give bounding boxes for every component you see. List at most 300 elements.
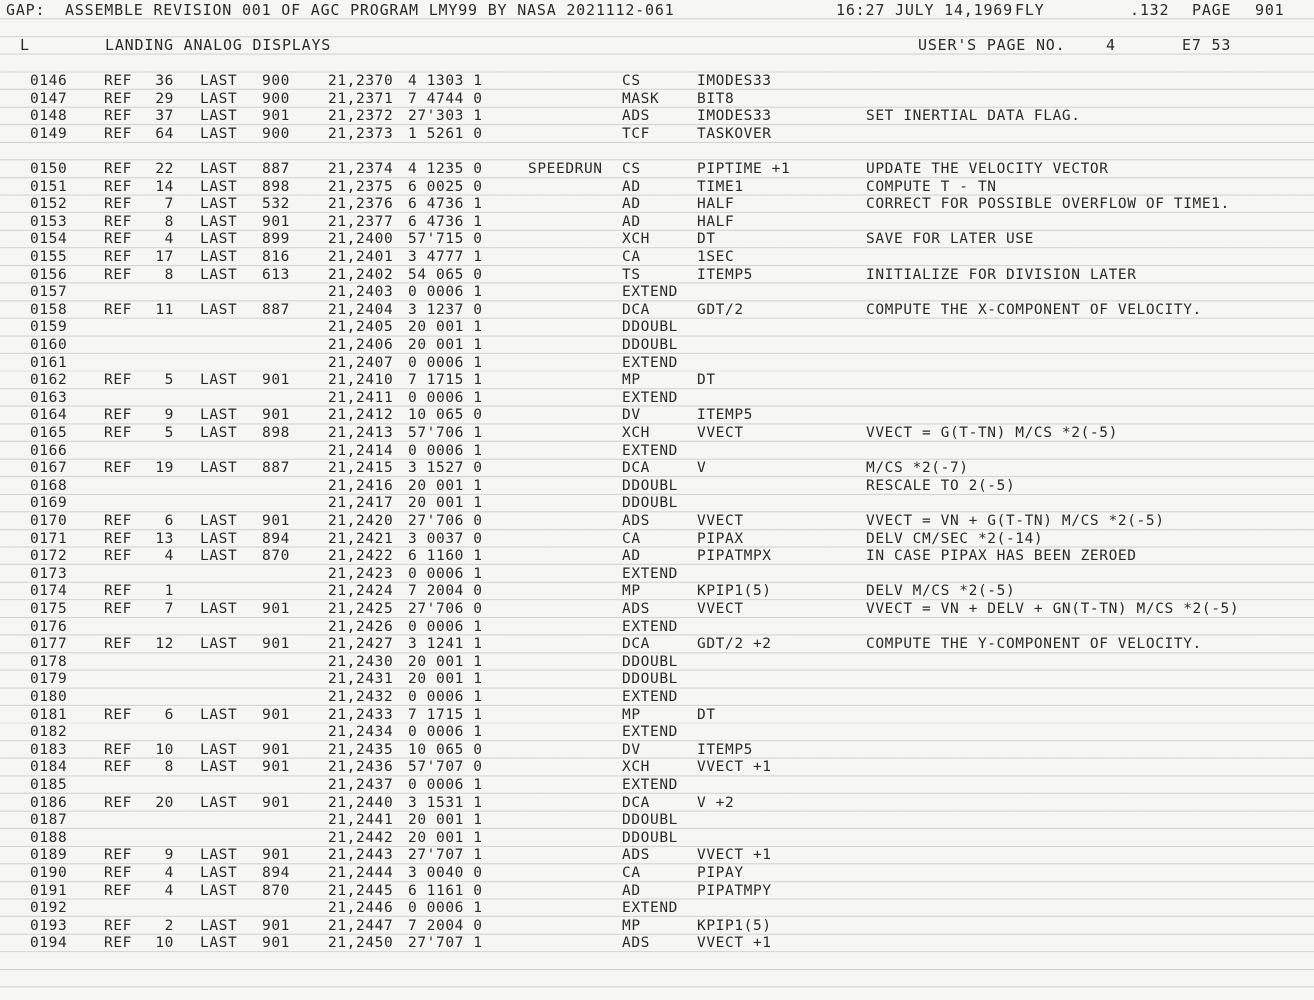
octal-word: 27'706 0 — [408, 513, 483, 529]
address: 21,2400 — [328, 231, 394, 248]
opcode: XCH — [622, 425, 650, 441]
line-number: 0193 — [30, 917, 68, 934]
opcode: MP — [622, 372, 641, 389]
ref-keyword: REF — [104, 917, 132, 934]
last-keyword: LAST — [200, 266, 238, 283]
line-number: 0152 — [30, 196, 68, 213]
line-number: 0149 — [30, 125, 68, 142]
ref-count: 36 — [155, 73, 174, 89]
last-page: 816 — [262, 249, 290, 265]
octal-word: 20 001 1 — [408, 671, 483, 688]
line-number: 0171 — [30, 530, 68, 547]
last-keyword: LAST — [200, 935, 238, 952]
address: 21,2372 — [328, 108, 394, 125]
address: 21,2435 — [328, 741, 394, 758]
ref-keyword: REF — [104, 231, 132, 248]
program-line: GAP: ASSEMBLE REVISION 001 OF AGC PROGRAM LMY99 BY NASA 2021112-061 — [6, 1, 675, 19]
line-number: 0146 — [30, 73, 68, 89]
last-keyword: LAST — [200, 706, 238, 723]
address: 21,2437 — [328, 777, 394, 793]
subheader-row — [0, 36, 1232, 54]
operand: PIPTIME +1 — [697, 161, 791, 177]
ref-keyword: REF — [104, 636, 132, 653]
address: 21,2407 — [328, 354, 394, 371]
comment: SET INERTIAL DATA FLAG. — [866, 108, 1081, 125]
ref-count: 8 — [164, 213, 174, 230]
octal-word: 3 1241 1 — [408, 636, 483, 653]
last-page: 894 — [262, 530, 290, 547]
operand: DT — [697, 372, 716, 389]
comment: VVECT = VN + DELV + GN(T-TN) M/CS *2(-5) — [866, 601, 1240, 617]
opcode: DDOUBL — [622, 812, 678, 829]
last-page: 898 — [262, 178, 290, 195]
last-page: 901 — [262, 759, 290, 776]
opcode: AD — [622, 548, 641, 565]
line-number: 0185 — [30, 777, 68, 793]
ref-count: 9 — [164, 847, 174, 864]
octal-word: 0 0006 1 — [408, 284, 483, 301]
operand: KPIP1(5) — [697, 583, 772, 600]
comment: COMPUTE THE X-COMPONENT OF VELOCITY. — [866, 301, 1202, 318]
address: 21,2370 — [328, 73, 394, 89]
line-number: 0186 — [30, 794, 68, 811]
operand: TASKOVER — [697, 125, 772, 142]
opcode: CA — [622, 249, 641, 265]
last-page: 898 — [262, 425, 290, 441]
last-page: 901 — [262, 601, 290, 617]
opcode: DDOUBL — [622, 319, 678, 336]
last-page: 901 — [262, 917, 290, 934]
ref-count: 12 — [155, 636, 174, 653]
line-number: 0190 — [30, 865, 68, 881]
ref-keyword: REF — [104, 460, 132, 477]
last-page: 901 — [262, 935, 290, 952]
operand: GDT/2 — [697, 301, 744, 318]
opcode: DCA — [622, 301, 650, 318]
comment: DELV M/CS *2(-5) — [866, 583, 1016, 600]
octal-word: 6 4736 1 — [408, 196, 483, 213]
opcode: ADS — [622, 601, 650, 617]
line-number: 0159 — [30, 319, 68, 336]
opcode: DV — [622, 741, 641, 758]
octal-word: 3 0040 0 — [408, 865, 483, 881]
ref-count: 7 — [164, 601, 174, 617]
ref-count: 1 — [164, 583, 174, 600]
octal-word: 6 0025 0 — [408, 178, 483, 195]
operand: ITEMP5 — [697, 741, 753, 758]
operand: DT — [697, 706, 716, 723]
comment: VVECT = G(T-TN) M/CS *2(-5) — [866, 425, 1118, 441]
line-number: 0176 — [30, 618, 68, 635]
address: 21,2440 — [328, 794, 394, 811]
ref-keyword: REF — [104, 935, 132, 952]
line-number: 0174 — [30, 583, 68, 600]
address: 21,2443 — [328, 847, 394, 864]
ref-keyword: REF — [104, 741, 132, 758]
octal-word: 57'707 0 — [408, 759, 483, 776]
last-page: 901 — [262, 741, 290, 758]
octal-word: 3 0037 0 — [408, 530, 483, 547]
address: 21,2416 — [328, 477, 394, 494]
ref-count: 8 — [164, 266, 174, 283]
address: 21,2411 — [328, 389, 394, 406]
opcode: CA — [622, 865, 641, 881]
address: 21,2447 — [328, 917, 394, 934]
opcode: CS — [622, 161, 641, 177]
line-number: 0164 — [30, 407, 68, 424]
address: 21,2450 — [328, 935, 394, 952]
operand: KPIP1(5) — [697, 917, 772, 934]
opcode: DCA — [622, 636, 650, 653]
last-page: 901 — [262, 706, 290, 723]
address: 21,2412 — [328, 407, 394, 424]
opcode: EXTEND — [622, 389, 678, 406]
ref-count: 64 — [155, 125, 174, 142]
ref-count: 6 — [164, 706, 174, 723]
opcode: ADS — [622, 108, 650, 125]
ref-count: 4 — [164, 548, 174, 565]
opcode: DV — [622, 407, 641, 424]
operand: VVECT — [697, 513, 744, 529]
address: 21,2441 — [328, 812, 394, 829]
last-keyword: LAST — [200, 759, 238, 776]
code-value: .132 — [1130, 1, 1170, 19]
address: 21,2371 — [328, 90, 394, 107]
address: 21,2405 — [328, 319, 394, 336]
line-number: 0191 — [30, 882, 68, 899]
last-keyword: LAST — [200, 882, 238, 899]
line-number: 0151 — [30, 178, 68, 195]
address: 21,2404 — [328, 301, 394, 318]
last-keyword: LAST — [200, 301, 238, 318]
last-keyword: LAST — [200, 407, 238, 424]
line-number: 0165 — [30, 425, 68, 441]
users-page-number: 4 — [1106, 36, 1116, 54]
address: 21,2403 — [328, 284, 394, 301]
operand: PIPATMPX — [697, 548, 772, 565]
line-number: 0169 — [30, 495, 68, 512]
octal-word: 0 0006 1 — [408, 689, 483, 705]
ref-count: 5 — [164, 425, 174, 441]
address: 21,2373 — [328, 125, 394, 142]
last-keyword: LAST — [200, 601, 238, 617]
opcode: XCH — [622, 759, 650, 776]
last-keyword: LAST — [200, 530, 238, 547]
opcode: AD — [622, 178, 641, 195]
last-keyword: LAST — [200, 249, 238, 265]
octal-word: 7 1715 1 — [408, 706, 483, 723]
line-number: 0167 — [30, 460, 68, 477]
ref-keyword: REF — [104, 372, 132, 389]
ref-keyword: REF — [104, 847, 132, 864]
opcode: MP — [622, 583, 641, 600]
address: 21,2402 — [328, 266, 394, 283]
ref-keyword: REF — [104, 865, 132, 881]
address: 21,2436 — [328, 759, 394, 776]
last-page: 901 — [262, 407, 290, 424]
last-keyword: LAST — [200, 741, 238, 758]
last-page: 870 — [262, 548, 290, 565]
address: 21,2432 — [328, 689, 394, 705]
line-number: 0182 — [30, 724, 68, 741]
last-page: 901 — [262, 636, 290, 653]
address: 21,2401 — [328, 249, 394, 265]
address: 21,2415 — [328, 460, 394, 477]
line-number: 0194 — [30, 935, 68, 952]
address: 21,2406 — [328, 337, 394, 353]
section-title: LANDING ANALOG DISPLAYS — [105, 36, 332, 54]
octal-word: 20 001 1 — [408, 653, 483, 670]
octal-word: 7 2004 0 — [408, 583, 483, 600]
opcode: TCF — [622, 125, 650, 142]
ref-count: 11 — [155, 301, 174, 318]
opcode: DDOUBL — [622, 653, 678, 670]
octal-word: 7 1715 1 — [408, 372, 483, 389]
address: 21,2377 — [328, 213, 394, 230]
line-number: 0153 — [30, 213, 68, 230]
opcode: ADS — [622, 847, 650, 864]
opcode: DDOUBL — [622, 829, 678, 846]
last-keyword: LAST — [200, 425, 238, 441]
comment: UPDATE THE VELOCITY VECTOR — [866, 161, 1109, 177]
header-row — [0, 1, 1285, 19]
last-page: 532 — [262, 196, 290, 213]
opcode: AD — [622, 196, 641, 213]
last-page: 901 — [262, 372, 290, 389]
octal-word: 0 0006 1 — [408, 354, 483, 371]
last-keyword: LAST — [200, 865, 238, 881]
opcode: AD — [622, 882, 641, 899]
octal-word: 10 065 0 — [408, 407, 483, 424]
last-page: 901 — [262, 108, 290, 125]
comment: CORRECT FOR POSSIBLE OVERFLOW OF TIME1. — [866, 196, 1230, 213]
opcode: EXTEND — [622, 354, 678, 371]
address: 21,2433 — [328, 706, 394, 723]
opcode: EXTEND — [622, 689, 678, 705]
ref-keyword: REF — [104, 882, 132, 899]
comment: COMPUTE THE Y-COMPONENT OF VELOCITY. — [866, 636, 1202, 653]
octal-word: 0 0006 1 — [408, 389, 483, 406]
address: 21,2374 — [328, 161, 394, 177]
line-number: 0163 — [30, 389, 68, 406]
ref-count: 4 — [164, 882, 174, 899]
line-number: 0178 — [30, 653, 68, 670]
operand: VVECT — [697, 425, 744, 441]
line-number: 0180 — [30, 689, 68, 705]
last-keyword: LAST — [200, 108, 238, 125]
octal-word: 0 0006 1 — [408, 442, 483, 459]
ref-keyword: REF — [104, 530, 132, 547]
opcode: EXTEND — [622, 442, 678, 459]
ref-count: 19 — [155, 460, 174, 477]
ref-keyword: REF — [104, 178, 132, 195]
last-keyword: LAST — [200, 513, 238, 529]
octal-word: 10 065 0 — [408, 741, 483, 758]
last-keyword: LAST — [200, 794, 238, 811]
opcode: XCH — [622, 231, 650, 248]
operand: PIPAX — [697, 530, 744, 547]
line-number: 0150 — [30, 161, 68, 177]
address: 21,2420 — [328, 513, 394, 529]
ref-count: 4 — [164, 231, 174, 248]
address: 21,2425 — [328, 601, 394, 617]
line-number: 0161 — [30, 354, 68, 371]
octal-word: 4 1303 1 — [408, 73, 483, 89]
octal-word: 0 0006 1 — [408, 724, 483, 741]
line-number: 0189 — [30, 847, 68, 864]
last-keyword: LAST — [200, 90, 238, 107]
octal-word: 6 1160 1 — [408, 548, 483, 565]
label: SPEEDRUN — [528, 161, 603, 177]
octal-word: 27'706 0 — [408, 601, 483, 617]
opcode: DDOUBL — [622, 477, 678, 494]
last-page: 901 — [262, 847, 290, 864]
operand: ITEMP5 — [697, 266, 753, 283]
operand: TIME1 — [697, 178, 744, 195]
operand: HALF — [697, 196, 735, 213]
last-page: 613 — [262, 266, 290, 283]
opcode: ADS — [622, 935, 650, 952]
last-keyword: LAST — [200, 636, 238, 653]
octal-word: 54 065 0 — [408, 266, 483, 283]
ref-count: 4 — [164, 865, 174, 881]
comment: SAVE FOR LATER USE — [866, 231, 1034, 248]
users-page-label: USER'S PAGE NO. — [918, 36, 1066, 54]
octal-word: 3 1531 1 — [408, 794, 483, 811]
comment: COMPUTE T - TN — [866, 178, 997, 195]
comment: VVECT = VN + G(T-TN) M/CS *2(-5) — [866, 513, 1165, 529]
line-number: 0157 — [30, 284, 68, 301]
ref-count: 9 — [164, 407, 174, 424]
operand: HALF — [697, 213, 735, 230]
last-page: 901 — [262, 213, 290, 230]
opcode: MASK — [622, 90, 660, 107]
opcode: DCA — [622, 460, 650, 477]
octal-word: 27'707 1 — [408, 847, 483, 864]
operand: PIPATMPY — [697, 882, 772, 899]
operand: VVECT — [697, 601, 744, 617]
last-page: 887 — [262, 161, 290, 177]
last-page: 900 — [262, 90, 290, 107]
opcode: ADS — [622, 513, 650, 529]
address: 21,2430 — [328, 653, 394, 670]
line-number: 0172 — [30, 548, 68, 565]
comment: RESCALE TO 2(-5) — [866, 477, 1016, 494]
line-number: 0162 — [30, 372, 68, 389]
octal-word: 20 001 1 — [408, 477, 483, 494]
opcode: TS — [622, 266, 641, 283]
operand: VVECT +1 — [697, 847, 772, 864]
octal-word: 7 2004 0 — [408, 917, 483, 934]
operand: VVECT +1 — [697, 935, 772, 952]
ref-keyword: REF — [104, 407, 132, 424]
last-page: 901 — [262, 513, 290, 529]
octal-word: 0 0006 1 — [408, 618, 483, 635]
line-number: 0147 — [30, 90, 68, 107]
octal-word: 7 4744 0 — [408, 90, 483, 107]
ref-keyword: REF — [104, 73, 132, 89]
octal-word: 27'707 1 — [408, 935, 483, 952]
ref-count: 29 — [155, 90, 174, 107]
ref-keyword: REF — [104, 301, 132, 318]
ref-keyword: REF — [104, 425, 132, 441]
opcode: CA — [622, 530, 641, 547]
ref-keyword: REF — [104, 601, 132, 617]
address: 21,2431 — [328, 671, 394, 688]
address: 21,2375 — [328, 178, 394, 195]
line-number: 0183 — [30, 741, 68, 758]
line-number: 0166 — [30, 442, 68, 459]
address: 21,2423 — [328, 565, 394, 582]
opcode: EXTEND — [622, 565, 678, 582]
timestamp: 16:27 JULY 14,1969 — [836, 1, 1013, 19]
line-number: 0188 — [30, 829, 68, 846]
line-number: 0170 — [30, 513, 68, 529]
address: 21,2444 — [328, 865, 394, 881]
address: 21,2421 — [328, 530, 394, 547]
line-number: 0175 — [30, 601, 68, 617]
opcode: AD — [622, 213, 641, 230]
operand: VVECT +1 — [697, 759, 772, 776]
operand: 1SEC — [697, 249, 735, 265]
octal-word: 3 4777 1 — [408, 249, 483, 265]
page-label: PAGE — [1192, 1, 1232, 19]
line-number: 0187 — [30, 812, 68, 829]
ref-keyword: REF — [104, 90, 132, 107]
last-keyword: LAST — [200, 196, 238, 213]
line-number: 0158 — [30, 301, 68, 318]
ref-count: 10 — [155, 741, 174, 758]
last-page: 900 — [262, 125, 290, 142]
ref-count: 6 — [164, 513, 174, 529]
line-number: 0179 — [30, 671, 68, 688]
line-number: 0155 — [30, 249, 68, 265]
last-keyword: LAST — [200, 161, 238, 177]
address: 21,2410 — [328, 372, 394, 389]
ref-count: 10 — [155, 935, 174, 952]
comment: IN CASE PIPAX HAS BEEN ZEROED — [866, 548, 1137, 565]
fly-label: FLY — [1015, 1, 1045, 19]
ref-count: 22 — [155, 161, 174, 177]
ref-keyword: REF — [104, 794, 132, 811]
address: 21,2417 — [328, 495, 394, 512]
last-keyword: LAST — [200, 231, 238, 248]
last-keyword: LAST — [200, 548, 238, 565]
ref-count: 14 — [155, 178, 174, 195]
ref-count: 2 — [164, 917, 174, 934]
operand: GDT/2 +2 — [697, 636, 772, 653]
last-page: 887 — [262, 301, 290, 318]
line-number: 0192 — [30, 900, 68, 917]
ref-keyword: REF — [104, 249, 132, 265]
last-page: 901 — [262, 794, 290, 811]
operand: V — [697, 460, 707, 477]
section-marker: L — [20, 36, 30, 54]
line-number: 0156 — [30, 266, 68, 283]
ref-keyword: REF — [104, 548, 132, 565]
ref-count: 7 — [164, 196, 174, 213]
ref-count: 5 — [164, 372, 174, 389]
last-page: 870 — [262, 882, 290, 899]
opcode: EXTEND — [622, 900, 678, 917]
last-keyword: LAST — [200, 847, 238, 864]
last-page: 899 — [262, 231, 290, 248]
last-keyword: LAST — [200, 460, 238, 477]
line-number: 0184 — [30, 759, 68, 776]
opcode: EXTEND — [622, 724, 678, 741]
opcode: DDOUBL — [622, 337, 678, 353]
operand: ITEMP5 — [697, 407, 753, 424]
